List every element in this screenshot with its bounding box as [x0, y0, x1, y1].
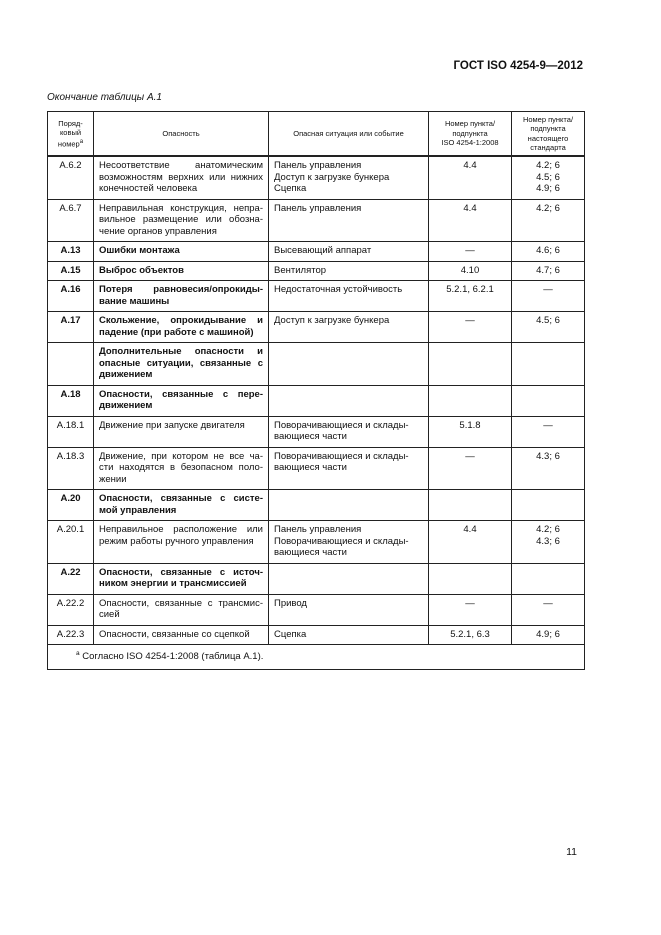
table-row — [48, 385, 585, 416]
row-number: А.16 — [48, 281, 94, 312]
row-hazard: Опасности, связанные с пере-движением — [94, 385, 269, 416]
row-std-ref: 4.9; 6 — [512, 625, 585, 645]
col-header-hazard: Опасность — [94, 112, 269, 157]
table-row — [48, 490, 585, 521]
row-situation: Поворачивающиеся и склады-вающиеся части — [269, 447, 429, 490]
row-number: А.13 — [48, 242, 94, 262]
row-number: А.6.7 — [48, 199, 94, 242]
row-hazard: Ошибки монтажа — [94, 242, 269, 262]
row-hazard: Опасности, связанные с источ-ником энергии и трансмиссией — [94, 563, 269, 594]
row-hazard: Дополнительные опасности и опасные ситуации, связанные с движением — [94, 343, 269, 386]
row-number: А.22 — [48, 563, 94, 594]
row-iso-ref: 4.4 — [429, 156, 512, 199]
table-caption: Окончание таблицы А.1 — [47, 92, 162, 103]
standard-designation: ГОСТ ISO 4254-9—2012 — [453, 60, 583, 72]
row-hazard: Несоответствие анатомическим возможностям верхних или нижних конечностей человека — [94, 156, 269, 199]
row-iso-ref — [429, 490, 512, 521]
row-iso-ref: 5.1.8 — [429, 416, 512, 447]
page-number: 11 — [566, 846, 577, 858]
row-std-ref: 4.7; 6 — [512, 261, 585, 281]
row-std-ref: — — [512, 281, 585, 312]
row-std-ref: 4.2; 6 — [512, 199, 585, 242]
table-row — [48, 242, 585, 262]
row-std-ref: — — [512, 594, 585, 625]
row-iso-ref — [429, 385, 512, 416]
footnote — [48, 645, 585, 670]
col-header-iso-ref: Номер пункта/ подпункта ISO 4254-1:2008 — [429, 112, 512, 157]
row-hazard: Выброс объектов — [94, 261, 269, 281]
row-situation — [269, 385, 429, 416]
row-iso-ref: 5.2.1, 6.2.1 — [429, 281, 512, 312]
row-std-ref — [512, 563, 585, 594]
table-row — [48, 281, 585, 312]
table-header-row — [48, 112, 585, 157]
row-hazard: Движение при запуске двигателя — [94, 416, 269, 447]
row-hazard: Потеря равновесия/опрокиды-вание машины — [94, 281, 269, 312]
row-hazard: Неправильное расположение или режим работы ручного управления — [94, 521, 269, 564]
row-situation: Панель управления Доступ к загрузке бункера Сцепка — [269, 156, 429, 199]
col-header-situation: Опасная ситуация или событие — [269, 112, 429, 157]
row-situation: Вентилятор — [269, 261, 429, 281]
row-std-ref: 4.2; 6 4.3; 6 — [512, 521, 585, 564]
row-situation: Доступ к загрузке бункера — [269, 312, 429, 343]
row-hazard: Опасности, связанные с трансмис-сией — [94, 594, 269, 625]
row-number: А.17 — [48, 312, 94, 343]
row-situation: Высевающий аппарат — [269, 242, 429, 262]
row-situation: Поворачивающиеся и склады-вающиеся части — [269, 416, 429, 447]
row-std-ref: 4.5; 6 — [512, 312, 585, 343]
row-iso-ref: — — [429, 594, 512, 625]
table-row — [48, 521, 585, 564]
row-situation: Сцепка — [269, 625, 429, 645]
table-row — [48, 261, 585, 281]
row-iso-ref: 5.2.1, 6.3 — [429, 625, 512, 645]
footnote-mark: а — [76, 650, 80, 657]
row-iso-ref: 4.10 — [429, 261, 512, 281]
row-iso-ref — [429, 563, 512, 594]
hazard-table — [47, 111, 585, 670]
row-std-ref: 4.3; 6 — [512, 447, 585, 490]
col-header-std-ref: Номер пункта/ подпункта настоящего стандарта — [512, 112, 585, 157]
footnote-ref: а — [79, 138, 84, 145]
row-std-ref — [512, 343, 585, 386]
table-row — [48, 312, 585, 343]
row-hazard: Движение, при котором не все ча-сти находятся в безопасном поло-жении — [94, 447, 269, 490]
row-hazard: Неправильная конструкция, непра-вильное размещение или обозна-чение органов управления — [94, 199, 269, 242]
row-situation: Панель управления — [269, 199, 429, 242]
row-number — [48, 343, 94, 386]
footnote-text: Согласно ISO 4254-1:2008 (таблица А.1). — [79, 651, 264, 663]
row-iso-ref: 4.4 — [429, 199, 512, 242]
row-hazard: Опасности, связанные с систе-мой управления — [94, 490, 269, 521]
table-row — [48, 447, 585, 490]
row-number: А.22.3 — [48, 625, 94, 645]
row-hazard: Опасности, связанные со сцепкой — [94, 625, 269, 645]
table-row — [48, 563, 585, 594]
row-iso-ref — [429, 343, 512, 386]
row-iso-ref: — — [429, 312, 512, 343]
row-iso-ref: 4.4 — [429, 521, 512, 564]
row-number: А.6.2 — [48, 156, 94, 199]
row-iso-ref: — — [429, 242, 512, 262]
footnote-row — [48, 645, 585, 670]
row-number: А.22.2 — [48, 594, 94, 625]
row-std-ref — [512, 385, 585, 416]
row-number: А.18 — [48, 385, 94, 416]
table-row — [48, 625, 585, 645]
row-hazard: Скольжение, опрокидывание и падение (при работе с машиной) — [94, 312, 269, 343]
table-row — [48, 594, 585, 625]
row-situation — [269, 490, 429, 521]
row-situation: Привод — [269, 594, 429, 625]
row-number: А.18.3 — [48, 447, 94, 490]
row-situation — [269, 343, 429, 386]
row-std-ref — [512, 490, 585, 521]
table-row — [48, 416, 585, 447]
table-row — [48, 343, 585, 386]
row-std-ref: 4.6; 6 — [512, 242, 585, 262]
row-number: А.18.1 — [48, 416, 94, 447]
col-header-number — [48, 112, 94, 157]
row-iso-ref: — — [429, 447, 512, 490]
row-std-ref: — — [512, 416, 585, 447]
row-number: А.20.1 — [48, 521, 94, 564]
table-row — [48, 156, 585, 199]
row-situation: Панель управления Поворачивающиеся и склады-вающиеся части — [269, 521, 429, 564]
row-situation: Недостаточная устойчивость — [269, 281, 429, 312]
col-header-number-text: Поряд- ковый номер — [57, 118, 83, 148]
row-situation — [269, 563, 429, 594]
row-number: А.15 — [48, 261, 94, 281]
row-number: А.20 — [48, 490, 94, 521]
row-std-ref: 4.2; 6 4.5; 6 4.9; 6 — [512, 156, 585, 199]
table-row — [48, 199, 585, 242]
